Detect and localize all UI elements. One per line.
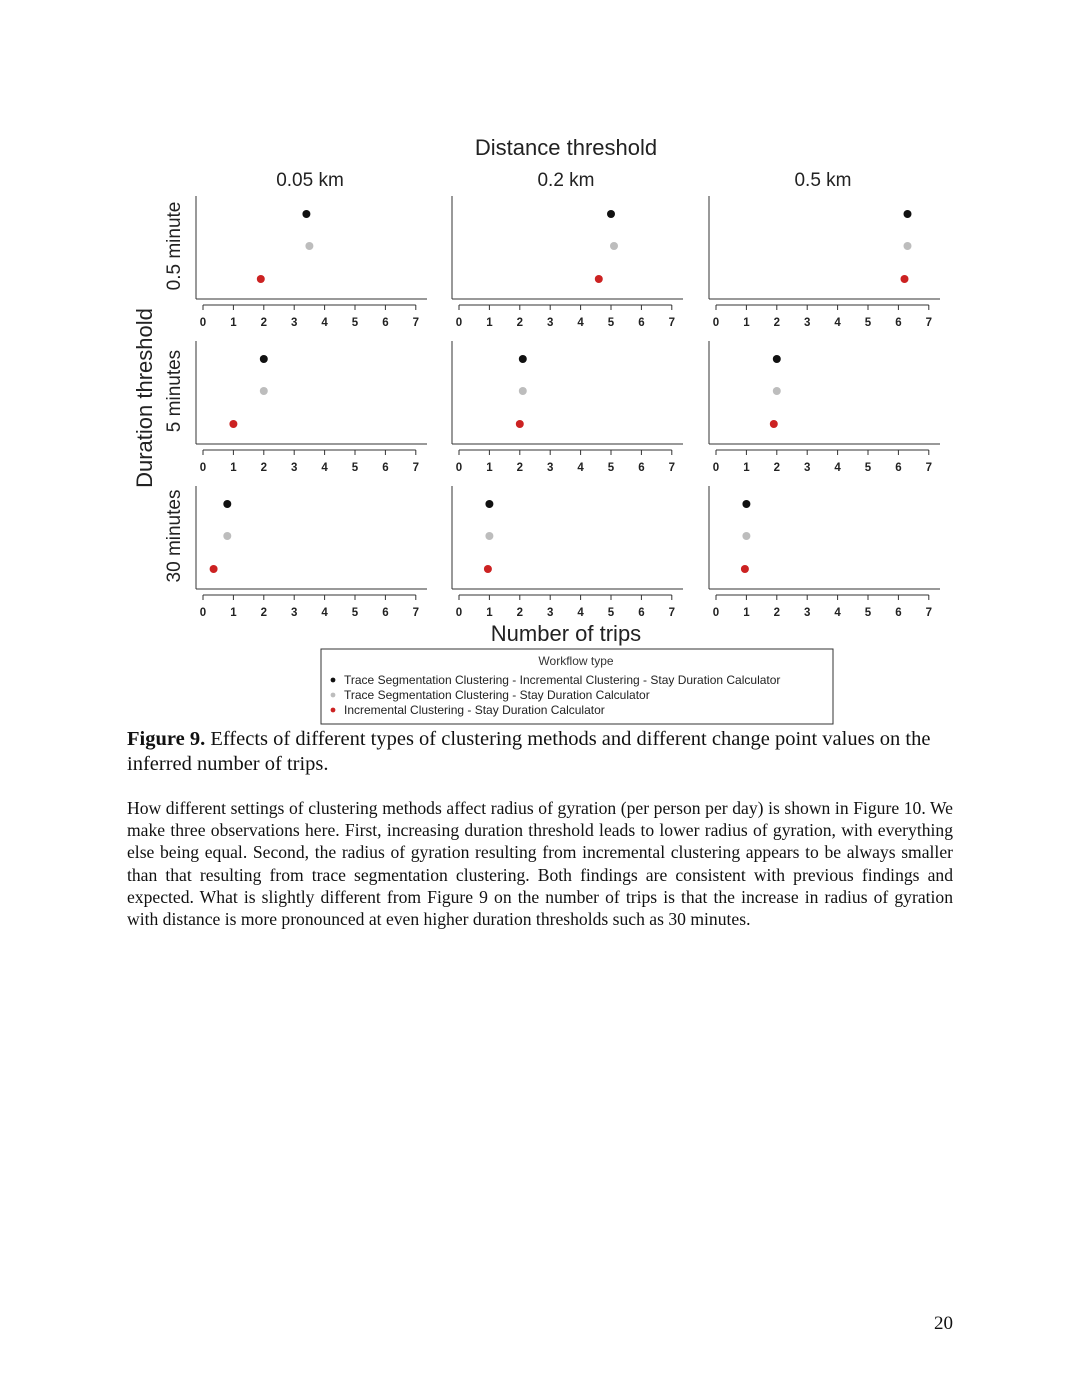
x-tick-label: 2: [773, 462, 781, 474]
x-tick-label: 1: [486, 607, 493, 619]
data-point-series-2: [610, 242, 618, 250]
x-tick-label: 0: [712, 607, 720, 619]
x-tick-label: 0: [199, 317, 207, 329]
x-tick-label: 0: [199, 607, 207, 619]
data-point-series-3: [257, 275, 265, 283]
x-tick-label: 5: [351, 607, 359, 619]
data-point-series-2: [305, 242, 313, 250]
x-tick-label: 1: [486, 317, 493, 329]
legend: [321, 649, 833, 724]
column-label: 0.05 km: [276, 170, 344, 191]
x-tick-label: 7: [668, 462, 676, 474]
x-tick-label: 3: [803, 462, 811, 474]
x-tick-label: 5: [864, 462, 872, 474]
x-tick-label: 4: [577, 462, 584, 474]
data-point-series-3: [741, 565, 749, 573]
x-tick-label: 0: [455, 317, 463, 329]
body-paragraph: How different settings of clustering methods affect radius of gyration (per person per day) is shown in Figure 10. We make three observations here. First, increasing duration threshold leads to lower radius of gyration, with everything else being equal. Second, the radius of gyration resulting from incremental clustering appears to be always smaller than that resulting from trace segmentation clustering. Both findings are consistent with previous findings and expected. What is slightly different from Figure 9 on the number of trips is that the increase in radius of gyration with distance is more pronounced at even higher duration thresholds such as 30 minutes.: [127, 798, 953, 930]
legend-title: Workflow type: [538, 654, 614, 668]
x-tick-label: 1: [230, 317, 237, 329]
legend-marker-series-2: [331, 693, 336, 698]
x-tick-label: 0: [455, 462, 463, 474]
data-point-series-1: [260, 355, 268, 363]
data-point-series-2: [773, 387, 781, 395]
data-point-series-2: [904, 242, 912, 250]
page-number: 20: [934, 1313, 953, 1334]
x-tick-label: 1: [743, 317, 750, 329]
x-tick-label: 7: [412, 462, 420, 474]
figure-label: Figure 9.: [127, 728, 206, 750]
data-point-series-3: [595, 275, 603, 283]
x-tick-label: 6: [895, 607, 902, 619]
data-point-series-3: [210, 565, 218, 573]
x-tick-label: 4: [321, 317, 328, 329]
x-tick-label: 5: [607, 607, 615, 619]
x-tick-label: 3: [546, 607, 554, 619]
x-tick-label: 3: [290, 607, 298, 619]
x-tick-label: 7: [668, 317, 676, 329]
legend-label-series-1: Trace Segmentation Clustering - Incremental Clustering - Stay Duration Calculator: [344, 673, 781, 687]
data-point-series-3: [901, 275, 909, 283]
x-tick-label: 1: [743, 607, 750, 619]
x-tick-label: 3: [546, 317, 554, 329]
x-tick-label: 6: [638, 317, 645, 329]
x-tick-label: 7: [925, 607, 933, 619]
data-point-series-2: [260, 387, 268, 395]
x-tick-label: 0: [712, 462, 720, 474]
data-point-series-1: [904, 210, 912, 218]
column-label: 0.5 km: [794, 170, 852, 191]
x-tick-label: 4: [834, 607, 841, 619]
x-tick-label: 1: [743, 462, 750, 474]
x-tick-label: 2: [260, 317, 268, 329]
data-point-series-1: [223, 500, 231, 508]
x-tick-label: 7: [925, 317, 933, 329]
x-tick-label: 5: [607, 462, 615, 474]
x-tick-label: 0: [712, 317, 720, 329]
x-tick-label: 2: [773, 607, 781, 619]
x-tick-label: 6: [382, 317, 389, 329]
data-point-series-3: [484, 565, 492, 573]
figure-caption: [127, 727, 953, 777]
x-tick-label: 3: [290, 462, 298, 474]
x-tick-label: 7: [925, 462, 933, 474]
x-tick-label: 4: [577, 607, 584, 619]
data-point-series-1: [485, 500, 493, 508]
x-tick-label: 6: [382, 607, 389, 619]
x-tick-label: 5: [351, 462, 359, 474]
x-tick-label: 5: [351, 317, 359, 329]
x-tick-label: 7: [412, 317, 420, 329]
x-tick-label: 3: [546, 462, 554, 474]
legend-label-series-2: Trace Segmentation Clustering - Stay Duration Calculator: [344, 688, 650, 702]
data-point-series-3: [229, 420, 237, 428]
legend-label-series-3: Incremental Clustering - Stay Duration Calculator: [344, 703, 605, 717]
data-point-series-2: [742, 532, 750, 540]
row-label: 30 minutes: [164, 489, 185, 583]
x-tick-label: 7: [412, 607, 420, 619]
legend-marker-series-1: [331, 678, 336, 683]
x-tick-label: 2: [260, 607, 268, 619]
x-tick-label: 0: [199, 462, 207, 474]
data-point-series-2: [223, 532, 231, 540]
x-tick-label: 3: [803, 317, 811, 329]
data-point-series-3: [770, 420, 778, 428]
data-point-series-3: [516, 420, 524, 428]
x-tick-label: 3: [290, 317, 298, 329]
column-label: 0.2 km: [537, 170, 595, 191]
x-tick-label: 0: [455, 607, 463, 619]
x-tick-label: 2: [516, 607, 524, 619]
data-point-series-2: [519, 387, 527, 395]
y-axis-title: Duration threshold: [132, 308, 157, 488]
x-tick-label: 1: [230, 462, 237, 474]
row-label: 0.5 minute: [164, 201, 185, 291]
data-point-series-2: [485, 532, 493, 540]
x-tick-label: 4: [321, 462, 328, 474]
x-tick-label: 4: [834, 462, 841, 474]
data-point-series-1: [607, 210, 615, 218]
x-axis-title: Number of trips: [490, 621, 642, 646]
x-tick-label: 1: [486, 462, 493, 474]
x-tick-label: 6: [895, 317, 902, 329]
x-tick-label: 2: [516, 462, 524, 474]
x-tick-label: 6: [638, 607, 645, 619]
x-tick-label: 5: [607, 317, 615, 329]
legend-marker-series-3: [331, 708, 336, 713]
x-tick-label: 6: [638, 462, 645, 474]
data-point-series-1: [773, 355, 781, 363]
x-tick-label: 4: [577, 317, 584, 329]
x-tick-label: 2: [516, 317, 524, 329]
x-tick-label: 2: [260, 462, 268, 474]
x-tick-label: 3: [803, 607, 811, 619]
x-tick-label: 5: [864, 317, 872, 329]
x-tick-label: 4: [321, 607, 328, 619]
x-tick-label: 6: [895, 462, 902, 474]
data-point-series-1: [302, 210, 310, 218]
panels-layer: [164, 170, 940, 619]
x-tick-label: 4: [834, 317, 841, 329]
x-tick-label: 2: [773, 317, 781, 329]
x-tick-label: 5: [864, 607, 872, 619]
row-label: 5 minutes: [164, 349, 185, 433]
x-tick-label: 6: [382, 462, 389, 474]
figure-caption-text: Effects of different types of clustering methods and different change point values on the inferred number of trips.: [127, 728, 931, 775]
data-point-series-1: [742, 500, 750, 508]
x-tick-label: 1: [230, 607, 237, 619]
x-tick-label: 7: [668, 607, 676, 619]
chart-title: Distance threshold: [474, 135, 658, 160]
data-point-series-1: [519, 355, 527, 363]
